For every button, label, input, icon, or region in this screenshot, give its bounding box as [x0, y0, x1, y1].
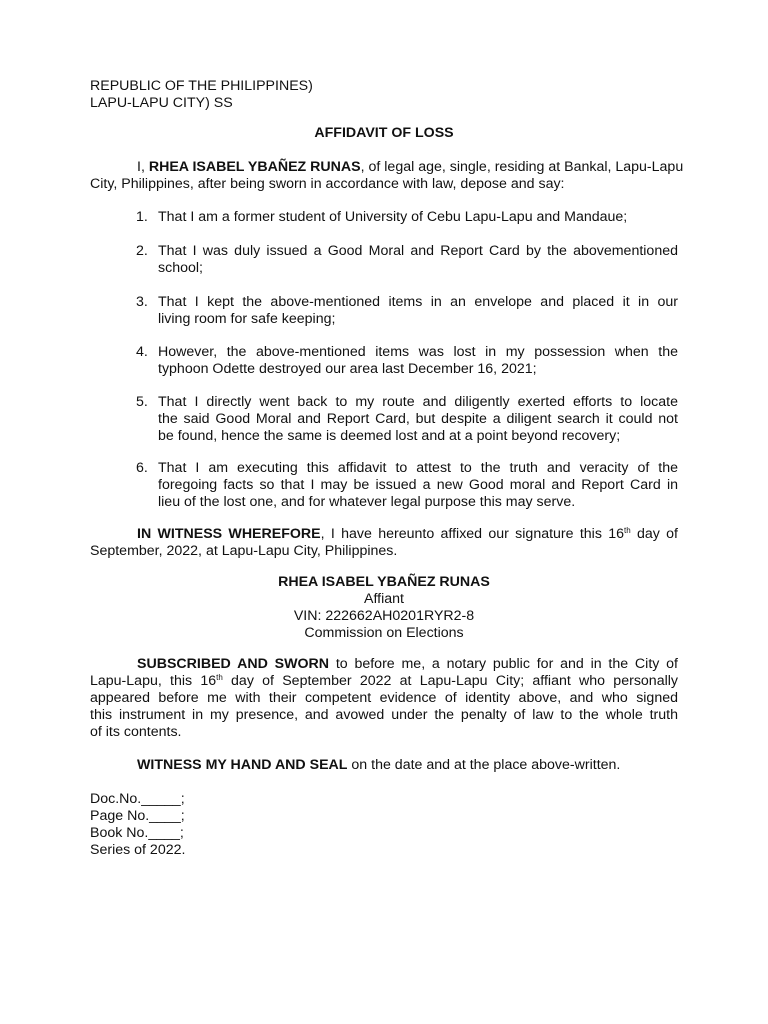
page-no: Page No.____;	[90, 808, 185, 824]
list-item	[158, 243, 678, 277]
subscribed-l2b: day of September 2022 at Lapu-Lapu City; affiant who personally	[222, 673, 678, 689]
header-line-republic: REPUBLIC OF THE PHILIPPINES)	[90, 78, 313, 94]
subscribed-line-4: this instrument in my presence, and avowed under the penalty of law to the whole truth	[90, 707, 678, 723]
witness-bold: IN WITNESS WHEREFORE	[137, 526, 321, 542]
list-item	[158, 344, 678, 378]
list-item-line: That I was duly issued a Good Moral and Report Card by the abovementioned	[158, 243, 678, 259]
intro-line-1	[90, 159, 684, 176]
seal-bold: WITNESS MY HAND AND SEAL	[137, 757, 348, 773]
witness-sup: th	[624, 526, 631, 535]
intro-line-2: City, Philippines, after being sworn in accordance with law, depose and say:	[90, 176, 565, 192]
header	[90, 78, 678, 112]
list-item	[158, 460, 678, 511]
subscribed-line-2	[90, 673, 678, 690]
subscribed-paragraph	[90, 656, 678, 741]
list-item	[158, 394, 678, 445]
list-item-line: school;	[158, 260, 203, 276]
list-item-number: 3.	[136, 294, 148, 310]
signature-role: Affiant	[364, 591, 404, 607]
witness-text: , I have hereunto affixed our signature this 16	[320, 526, 625, 542]
witness-after: day of	[630, 526, 678, 542]
subscribed-l1: to before me, a notary public for and in the City of	[329, 656, 679, 672]
list-item-line: be found, hence the same is deemed lost and at a point beyond recovery;	[158, 428, 621, 444]
list-item	[158, 209, 678, 226]
notarial-register	[90, 791, 678, 859]
signature-vin: VIN: 222662AH0201RYR2-8	[293, 608, 475, 624]
signature-name: RHEA ISABEL YBAÑEZ RUNAS	[278, 574, 490, 590]
subscribed-line-3: appeared before me with their competent evidence of identity above, and who signed	[90, 690, 678, 706]
list-item-line: That I directly went back to my route and diligently exerted efforts to locate	[158, 394, 678, 410]
title-text: AFFIDAVIT OF LOSS	[314, 125, 454, 141]
series: Series of 2022.	[90, 842, 186, 858]
seal-paragraph	[90, 757, 678, 774]
list-item-number: 6.	[136, 460, 148, 476]
list-item-number: 1.	[136, 209, 148, 225]
list-item-line: That I kept the above-mentioned items in an envelope and placed it in our	[158, 294, 678, 310]
intro-paragraph	[90, 159, 684, 193]
list-item-line: That I am executing this affidavit to attest to the truth and veracity of the	[158, 460, 678, 476]
list-item-line: That I am a former student of University of Cebu Lapu-Lapu and Mandaue;	[158, 209, 628, 225]
seal-text: on the date and at the place above-written.	[347, 757, 621, 773]
affiant-name: RHEA ISABEL YBAÑEZ RUNAS	[148, 159, 361, 175]
document-title	[90, 125, 678, 142]
list-item-line: However, the above-mentioned items was lost in my possession when the	[158, 344, 678, 360]
signature-block	[90, 574, 678, 642]
list-item-line: lieu of the lost one, and for whatever legal purpose this may serve.	[158, 494, 576, 510]
intro-post: , of legal age, single, residing at Bankal, Lapu-Lapu	[360, 159, 684, 175]
list-item-number: 4.	[136, 344, 148, 360]
header-line-city: LAPU-LAPU CITY) SS	[90, 95, 233, 111]
book-no: Book No.____;	[90, 825, 184, 841]
witness-paragraph	[90, 526, 678, 560]
list-item-line: typhoon Odette destroyed our area last December 16, 2021;	[158, 361, 537, 377]
subscribed-l2a: Lapu-Lapu, this 16	[90, 673, 217, 689]
subscribed-bold: SUBSCRIBED AND SWORN	[137, 656, 330, 672]
list-item-number: 2.	[136, 243, 148, 259]
doc-no: Doc.No._____;	[90, 791, 185, 807]
witness-line-2: September, 2022, at Lapu-Lapu City, Philippines.	[90, 543, 398, 559]
seal-line	[90, 757, 678, 774]
list-item-line: the said Good Moral and Report Card, but despite a diligent search it could not	[158, 411, 678, 427]
list-item-line: foregoing facts so that I may be issued a new Good moral and Report Card in	[158, 477, 678, 493]
subscribed-line-5: of its contents.	[90, 724, 182, 740]
subscribed-sup: th	[216, 673, 223, 682]
subscribed-line-1	[90, 656, 678, 673]
list-item-number: 5.	[136, 394, 148, 410]
list-item-line: living room for safe keeping;	[158, 311, 336, 327]
signature-agency: Commission on Elections	[304, 625, 464, 641]
intro-pre: I,	[137, 159, 149, 175]
list-item	[158, 294, 678, 328]
witness-line-1	[90, 526, 678, 543]
